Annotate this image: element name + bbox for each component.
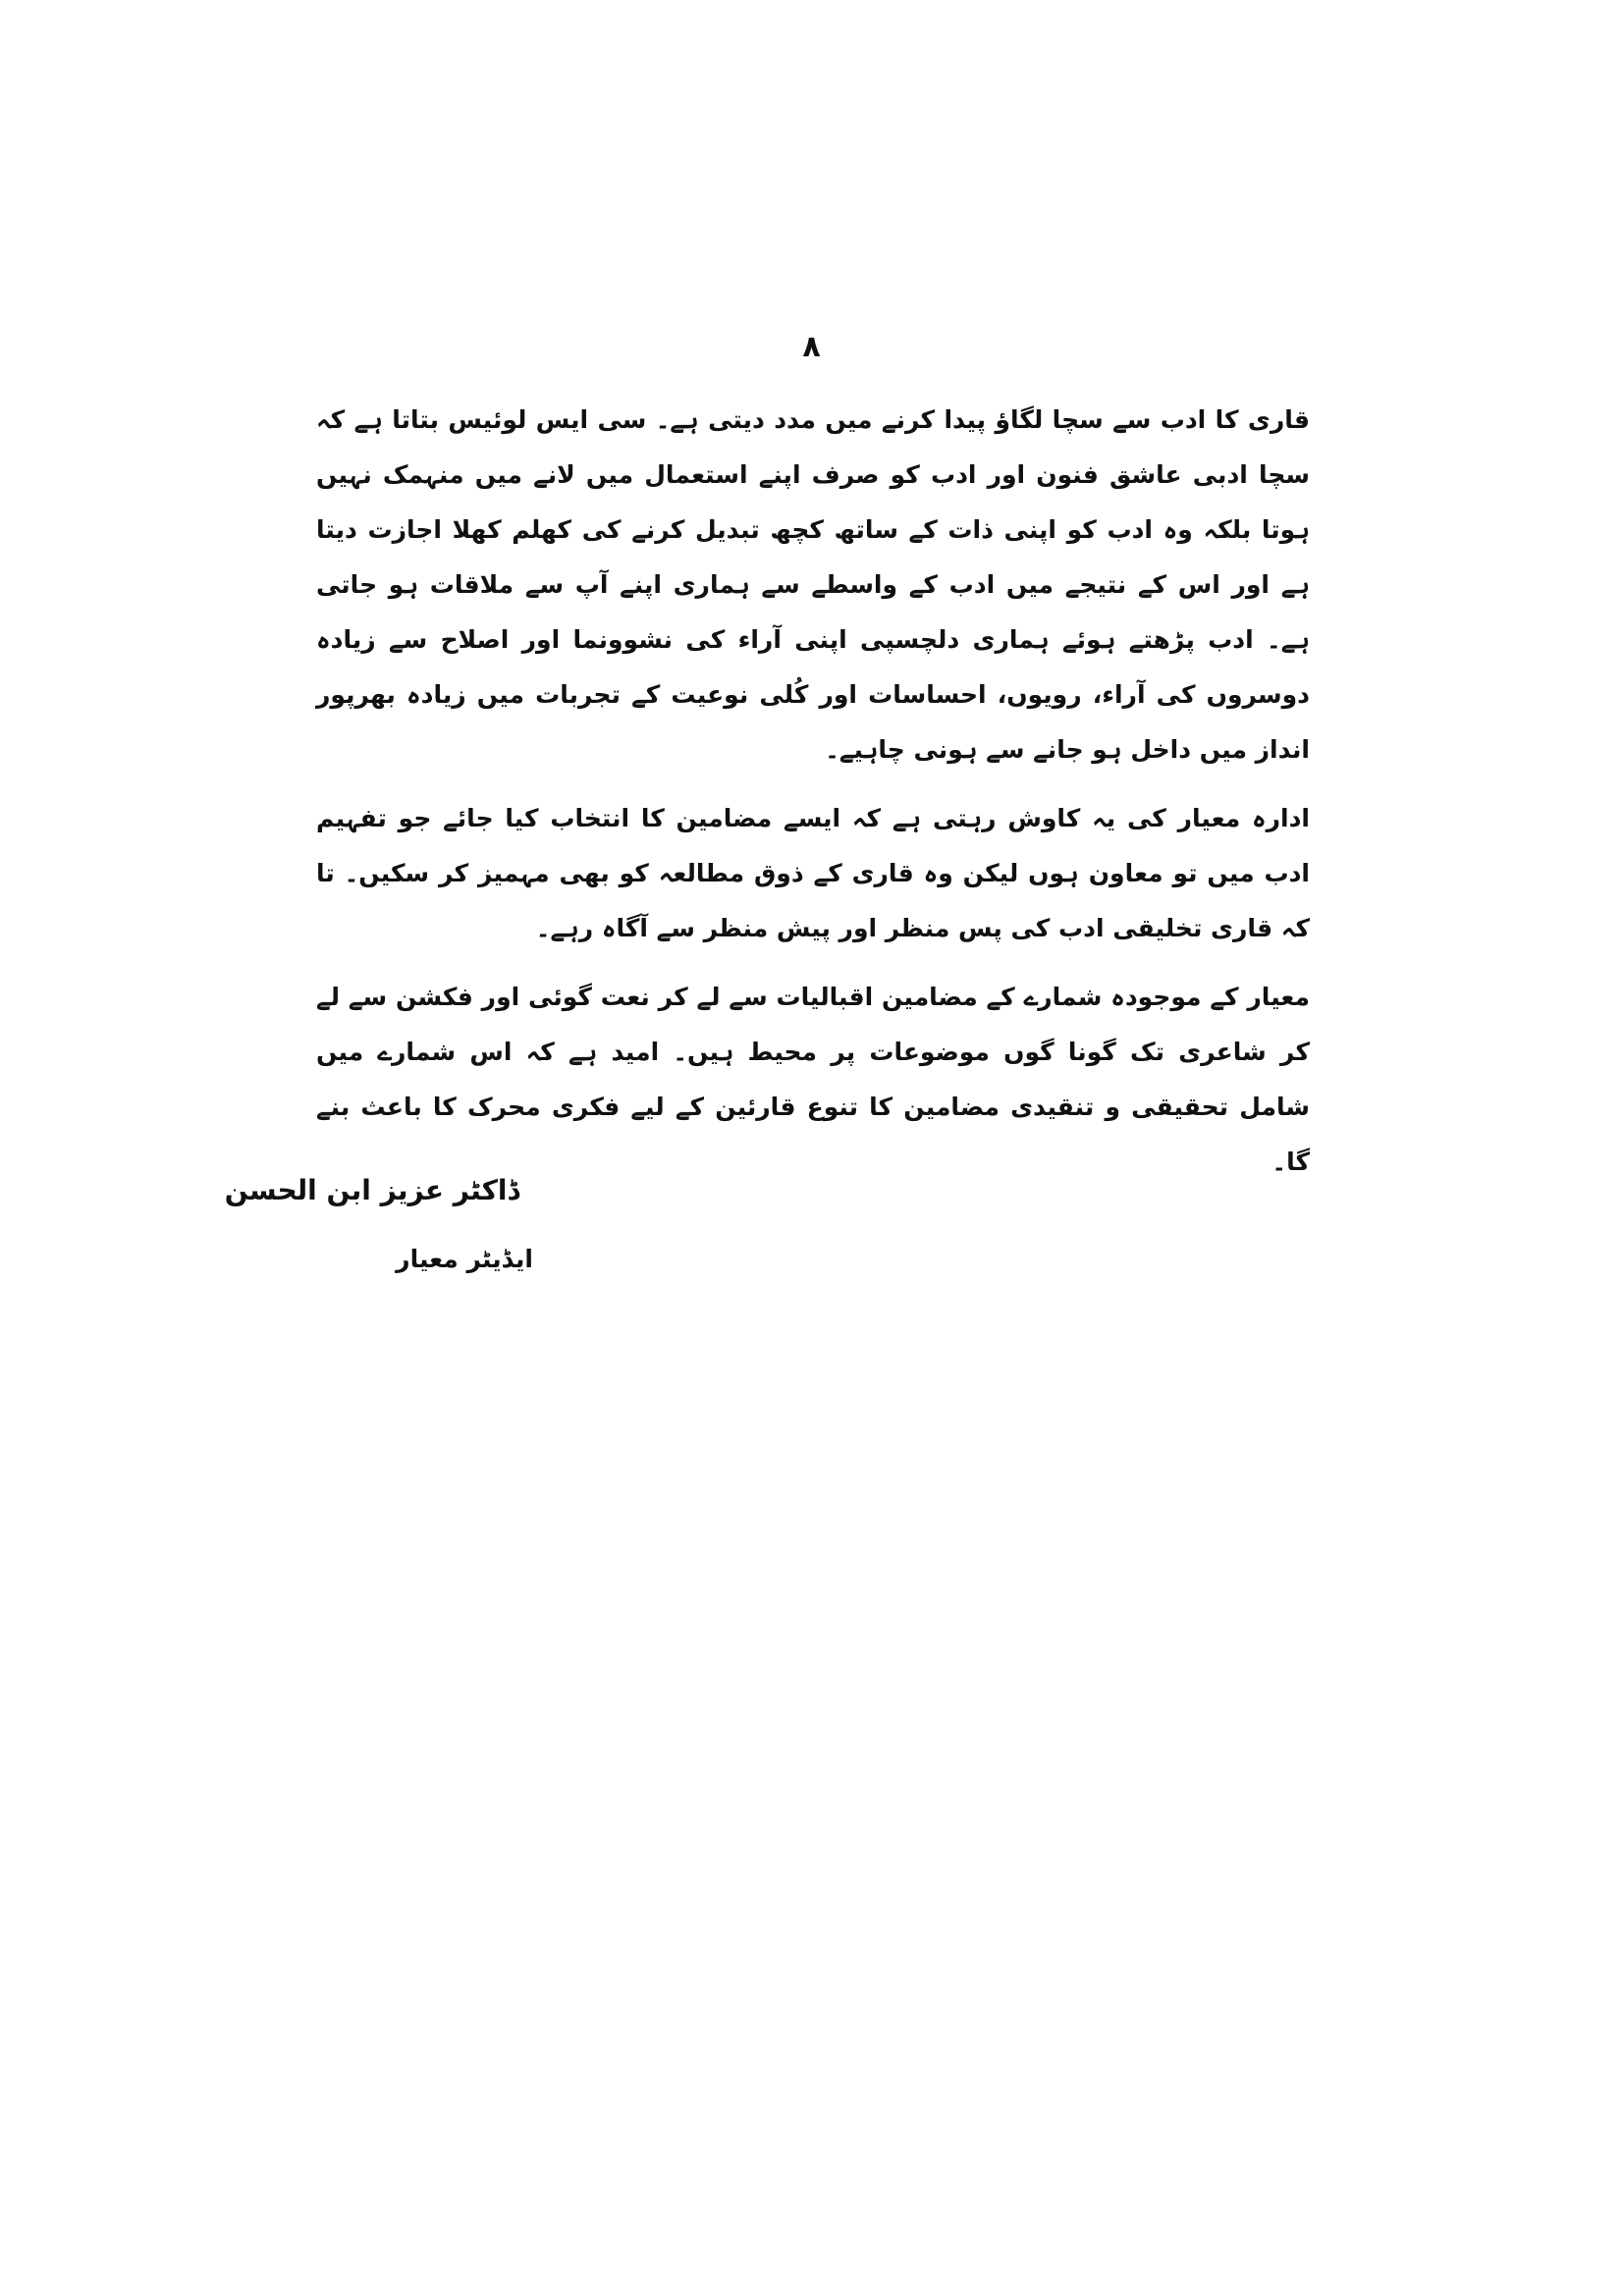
- paragraph-1: قاری کا ادب سے سچا لگاؤ پیدا کرنے میں مدد دیتی ہے۔ سی ایس لوئیس بتاتا ہے کہ سچا ادبی عاشق فنون اور ادب کو صرف اپنے استعمال میں لانے میں منہمک نہیں ہوتا بلکہ وہ ادب کو اپنی ذات کے ساتھ کچھ تبدیل کرنے کی کھلم کھلا اجازت دیتا ہے اور اس کے نتیجے میں ادب کے واسطے سے ہماری اپنے آپ سے ملاقات ہو جاتی ہے۔ ادب پڑھتے ہوئے ہماری دلچسپی اپنی آراء کی نشوونما اور اصلاح سے زیادہ دوسروں کی آراء، رویوں، احساسات اور کُلی نوعیت کے تجربات میں زیادہ بھرپور انداز میں داخل ہو جانے سے ہونی چاہیے۔: [316, 405, 1310, 764]
- paragraph-2: ادارہ معیار کی یہ کاوش رہتی ہے کہ ایسے مضامین کا انتخاب کیا جائے جو تفہیم ادب میں تو معاون ہوں لیکن وہ قاری کے ذوق مطالعہ کو بھی مہمیز کر سکیں۔ تا کہ قاری تخلیقی ادب کی پس منظر اور پیش منظر سے آگاہ رہے۔: [316, 804, 1310, 942]
- author-signature: ڈاکٹر عزیز ابن الحسن: [224, 1174, 519, 1206]
- editorial-body: [316, 393, 1310, 1203]
- paragraph-3: معیار کے موجودہ شمارے کے مضامین اقبالیات سے لے کر نعت گوئی اور فکشن سے لے کر شاعری تک گونا گوں موضوعات پر محیط ہیں۔ امید ہے کہ اس شمارے میں شامل تحقیقی و تنقیدی مضامین کا تنوع قارئین کے لیے فکری محرک کا باعث بنے گا۔: [316, 983, 1310, 1176]
- page-number: ۸: [802, 330, 821, 364]
- author-designation: ایڈیٹر معیار: [396, 1245, 533, 1273]
